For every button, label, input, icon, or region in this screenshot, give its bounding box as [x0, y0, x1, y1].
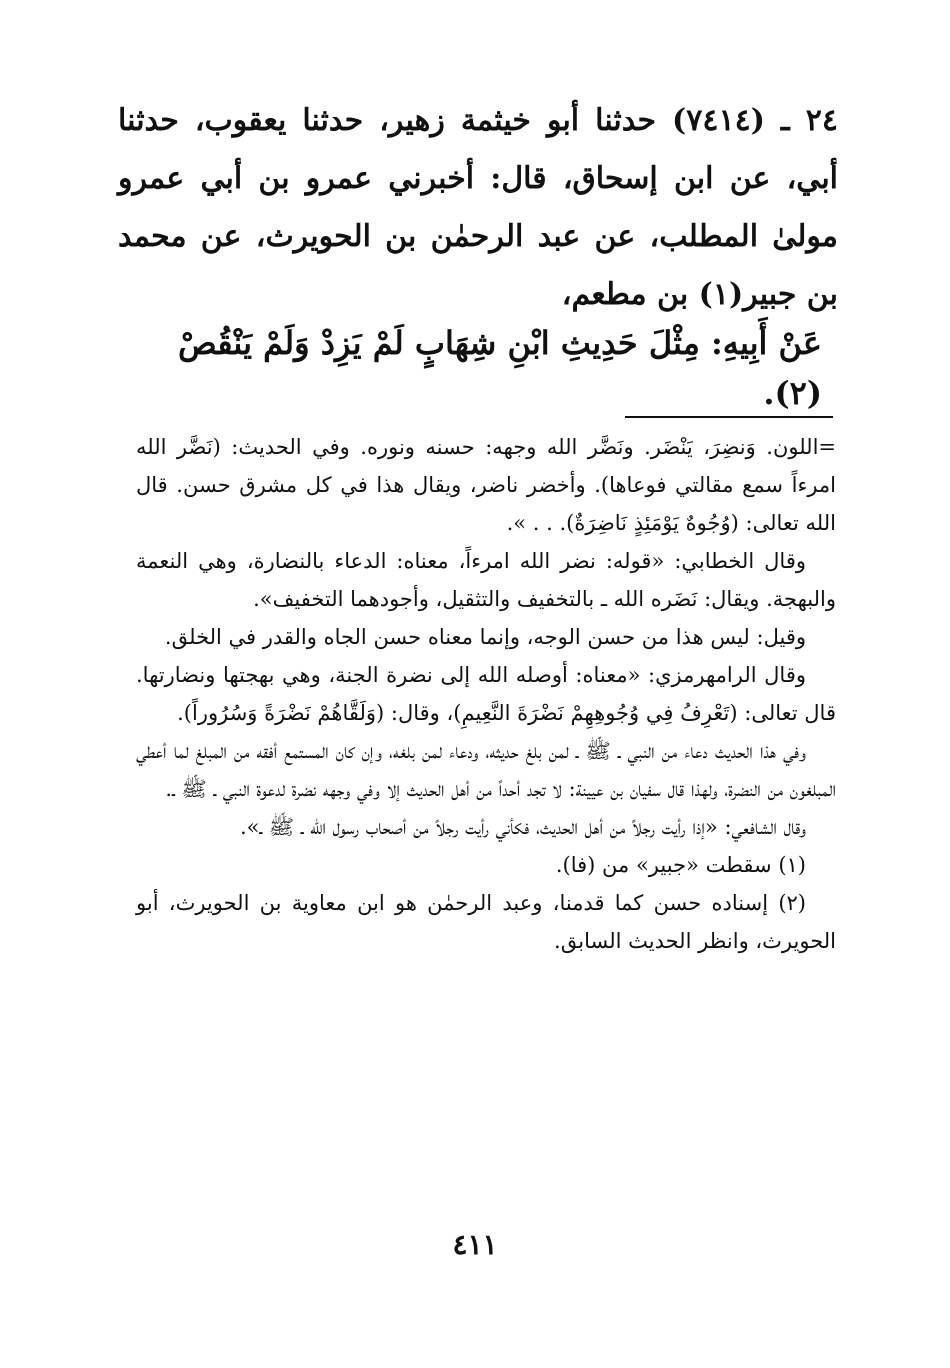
footnote-paragraph: وقال الرامهرمزي: «معناه: أوصله الله إلى نضرة الجنة، وهي بهجتها ونضارتها. قال تعالى: (تَعْرِفُ فِي وُجُوهِهِمْ نَضْرَةَ النَّعِيمِ)، وقال: (وَلَقَّاهُمْ نَضْرَةً وَسُرُوراً).: [136, 663, 836, 725]
footnote-separator: [625, 416, 833, 418]
footnote-paragraph: وفي هذا الحديث دعاء من النبي ـ ﷺ ـ لمن بلغ حديثه، ودعاء لمن بلغه، وإن كان المستمع أفقه من المبلغ لما أعطي المبلغون من النضرة، ولهذا قال سفيان بن عيينة: لا تجد أحداً من أهل الحديث إلا وفي وجهه نضرة لدعوة النبي ـ ﷺ ـ.: [136, 739, 836, 801]
hadith-matn: عَنْ أَبِيهِ: مِثْلَ حَدِيثِ ابْنِ شِهَابٍ لَمْ يَزِدْ وَلَمْ يَنْقُصْ (٢).: [178, 324, 822, 412]
footnote-2: (٢) إسناده حسن كما قدمنا، وعبد الرحمٰن هو ابن معاوية بن الحويرث، أبو الحويرث، وانظر الحديث السابق.: [136, 891, 836, 953]
isnad-paragraph: ٢٤ ـ (٧٤١٤) حدثنا أبو خيثمة زهير، حدثنا يعقوب، حدثنا أبي، عن ابن إسحاق، قال: أخبرني عمرو بن أبي عمرو مولىٰ المطلب، عن عبد الرحمٰن بن الحويرث، عن محمد بن جبير(١) بن مطعم،: [118, 103, 838, 312]
footnote-continuation: =اللون. وَنضِرَ، يَنْضَر. ونَضَّر الله وجهه: حسنه ونوره. وفي الحديث: (نَضَّر الله امرءاً سمع مقالتي فوعاها). وأخضر ناضر، ويقال هذا في كل مشرق حسن. قال الله تعالى: (وُجُوهٌ يَوْمَئِذٍ نَاضِرَةٌ). . . ».: [136, 435, 836, 535]
hadith-isnad: [118, 92, 838, 324]
footnote-paragraph: وقال الخطابي: «قوله: نضر الله امرءاً، معناه: الدعاء بالنضارة، وهي النعمة والبهجة. ويقال: نَضَره الله ـ بالتخفيف والتثقيل، وأجودهما التخفيف».: [136, 549, 836, 611]
page-number: ٤١١: [452, 1228, 498, 1261]
footnote-paragraph: وقال الشافعي: «إذا رأيت رجلاً من أهل الحديث، فكأني رأيت رجلاً من أصحاب رسول الله ـ ﷺ ـ».: [239, 815, 806, 839]
footnote-1: (١) سقطت «جبير» من (فا).: [555, 853, 806, 877]
footnote-paragraph: وقيل: ليس هذا من حسن الوجه، وإنما معناه حسن الجاه والقدر في الخلق.: [164, 625, 806, 649]
footnotes: [136, 428, 836, 960]
